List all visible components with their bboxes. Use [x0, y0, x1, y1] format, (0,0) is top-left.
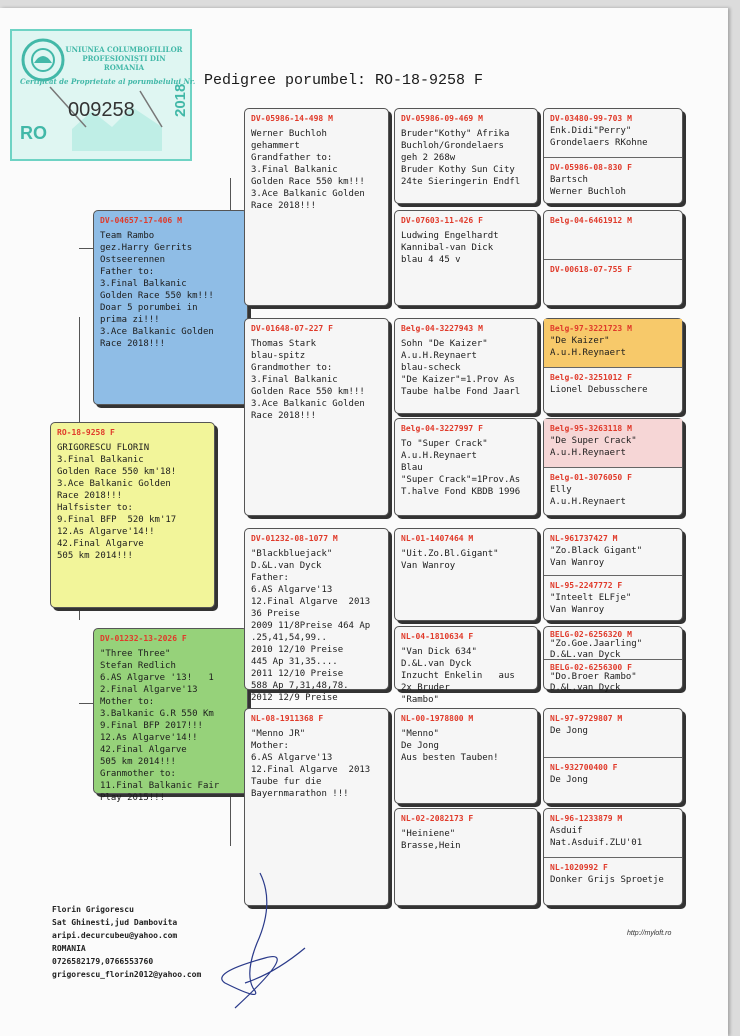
owner-name: Florin Grigorescu: [52, 905, 134, 914]
g3-text: "Menno" De Jong Aus besten Tauben!: [401, 729, 499, 763]
stamp-year: 2018: [172, 83, 189, 117]
g2-text: "Menno JR" Mother: 6.AS Algarve'13 12.Final Algarve 2013 Taube fur die Bayernmarathon !!!: [251, 729, 371, 799]
dam-ring: DV-01232-13-2026 F: [100, 634, 187, 643]
g4-sire: [544, 319, 682, 367]
grandsire-dam-card[interactable]: [244, 528, 389, 703]
g4-text: De Jong: [550, 775, 588, 785]
sire-ring: DV-04657-17-406 M: [100, 216, 182, 225]
g3-text: To "Super Crack" A.u.H.Reynaert Blau "Super Crack"=1Prov.As T.halve Fond KBDB 1996: [401, 439, 521, 497]
g4-text: Lionel Debusschere: [550, 385, 648, 395]
g3-ring: NL-01-1407464 M: [401, 534, 474, 543]
g2-text: Werner Buchloh gehammert Grandfather to: 3.Final Balkanic Golden Race 550 km!!! 3.Ace Balkanic Golden Race 2018!!!: [251, 129, 365, 211]
connector-line: [79, 248, 93, 249]
g4-pair-card[interactable]: [543, 626, 683, 693]
g2-text: "Blackbluejack" D.&L.van Dyck Father: 6.AS Algarve'13 12.Final Algarve 2013 36 Preise 2009 11/8Preise 464 Ap .25,41,54,99.. 2010 12/10 Preise 445 Ap 31,35.... 2011 12/10 Preise 588 Ap 7,31,48,78. 2012 12/9 Preise: [251, 549, 371, 703]
g3-card[interactable]: [394, 626, 538, 705]
g4-pair-card[interactable]: [543, 108, 683, 204]
g3-card[interactable]: [394, 418, 538, 516]
g4-dam: [544, 575, 682, 622]
g4-text: Asduif Nat.Asduif.ZLU'01: [550, 826, 643, 848]
signature-icon: [205, 863, 315, 1013]
g4-text: [544, 274, 682, 276]
owner-email-2[interactable]: grigorescu_florin2012@yahoo.com: [52, 970, 202, 979]
credit-link[interactable]: http://myloft.ro: [627, 930, 672, 937]
g4-ring: BELG-02-6256300 F: [550, 663, 632, 672]
connector-line: [79, 703, 93, 704]
g4-dam: [544, 259, 682, 307]
g4-text: Elly A.u.H.Reynaert: [550, 485, 626, 507]
g4-ring: Belg-97-3221723 M: [550, 324, 632, 333]
g4-ring: DV-03480-99-703 M: [550, 114, 632, 123]
g4-ring: DV-00618-07-755 F: [550, 265, 632, 274]
g4-text: "Zo.Black Gigant" Van Wanroy: [550, 546, 643, 568]
g4-ring: Belg-04-6461912 M: [550, 216, 632, 225]
g3-card[interactable]: [394, 808, 538, 906]
subject-text: GRIGORESCU FLORIN 3.Final Balkanic Golden Race 550 km'18! 3.Ace Balkanic Golden Race 2018!!! Halfsister to: 9.Final BFP 520 km'17 12.As Algarve'14!! 42.Final Algarve 505 km 2014!!!: [57, 443, 177, 561]
stamp-org-line1: UNIUNEA COLUMBOFILILOR: [65, 45, 183, 54]
g4-sire: [544, 809, 682, 857]
g3-text: Ludwing Engelhardt Kannibal-van Dick blau 4 45 v: [401, 231, 499, 265]
g4-text: [544, 225, 682, 227]
g3-ring: Belg-04-3227943 M: [401, 324, 483, 333]
g3-ring: NL-04-1810634 F: [401, 632, 474, 641]
g3-card[interactable]: [394, 528, 538, 621]
g4-sire: [544, 211, 682, 259]
g4-ring: NL-1020992 F: [550, 863, 608, 872]
stamp-country: RO: [20, 123, 47, 143]
g3-ring: DV-05986-09-469 M: [401, 114, 483, 123]
g3-ring: Belg-04-3227997 F: [401, 424, 483, 433]
g4-sire: [544, 627, 682, 659]
g4-dam: [544, 659, 682, 691]
subject-card[interactable]: [50, 422, 215, 608]
g2-ring: DV-05986-14-498 M: [251, 114, 333, 123]
g4-text: "De Super Crack" A.u.H.Reynaert: [550, 436, 637, 458]
pedigree-sheet: [0, 8, 728, 1036]
owner-contact: [52, 903, 201, 981]
g4-pair-card[interactable]: [543, 528, 683, 621]
g4-ring: NL-932700400 F: [550, 763, 618, 772]
sire-text: Team Rambo gez.Harry Gerrits Ostseerennen Father to: 3.Final Balkanic Golden Race 550 km!!! Doar 5 porumbei in prima zi!!! 3.Ace Balkanic Golden Race 2018!!!: [100, 231, 214, 349]
g3-ring: NL-02-2082173 F: [401, 814, 474, 823]
grandsire-sire-card[interactable]: [244, 108, 389, 306]
g2-ring: NL-08-1911368 F: [251, 714, 324, 723]
g3-card[interactable]: [394, 210, 538, 306]
g4-text: Enk.Didi"Perry" Grondelaers RKohne: [550, 126, 648, 148]
granddam-sire-card[interactable]: [244, 318, 389, 516]
g4-text: Bartsch Werner Buchloh: [550, 175, 626, 197]
g4-text: "Inteelt ELFje" Van Wanroy: [550, 593, 632, 615]
g4-text: Donker Grijs Sproetje: [550, 875, 664, 885]
g3-text: "Uit.Zo.Bl.Gigant" Van Wanroy: [401, 549, 499, 571]
g3-text: "Van Dick 634" D.&L.van Dyck Inzucht Enkelin aus 2x Bruder "Rambo": [401, 647, 515, 705]
g3-ring: DV-07603-11-426 F: [401, 216, 483, 225]
g4-text: "De Kaizer" A.u.H.Reynaert: [550, 336, 626, 358]
g4-dam: [544, 367, 682, 415]
dam-card[interactable]: [93, 628, 248, 803]
g2-text: Thomas Stark blau-spitz Grandmother to: 3.Final Balkanic Golden Race 550 km!!! 3.Ace Balkanic Golden Race 2018!!!: [251, 339, 365, 421]
g4-ring: NL-961737427 M: [550, 534, 618, 543]
g3-card[interactable]: [394, 708, 538, 804]
certificate-stamp: [10, 29, 196, 161]
g3-card[interactable]: [394, 318, 538, 414]
dam-text: "Three Three" Stefan Redlich 6.AS Algarve '13! 1 2.Final Algarve'13 Mother to: 3.Balkanic G.R 550 Km 9.Final BFP 2017!!! 12.As Algarve'14!! 42.Final Algarve 505 km 2014!!! Granmother to: 11.Final Balkanic Fair Play 2015!!!: [100, 649, 220, 803]
g2-ring: DV-01232-08-1077 M: [251, 534, 338, 543]
g4-ring: Belg-01-3076050 F: [550, 473, 632, 482]
g2-ring: DV-01648-07-227 F: [251, 324, 333, 333]
g3-text: "Heiniene" Brasse,Hein: [401, 829, 461, 851]
g4-pair-card[interactable]: [543, 210, 683, 306]
stamp-cert-text: Certificat de Proprietate al porumbelului Nr.: [20, 77, 196, 86]
owner-country: ROMANIA: [52, 944, 86, 953]
g3-card[interactable]: [394, 108, 538, 204]
g4-sire: [544, 419, 682, 467]
g4-ring: Belg-95-3263118 M: [550, 424, 632, 433]
g4-sire: [544, 709, 682, 757]
g3-text: Sohn "De Kaizer" A.u.H.Reynaert blau-scheck "De Kaizer"=1.Prov As Taube halbe Fond Jaarl: [401, 339, 521, 397]
g4-ring: DV-05986-08-830 F: [550, 163, 632, 172]
g4-sire: [544, 529, 682, 575]
subject-ring: RO-18-9258 F: [57, 428, 115, 437]
owner-email[interactable]: aripi.decurcubeu@yahoo.com: [52, 931, 178, 940]
g4-pair-card[interactable]: [543, 808, 683, 906]
g4-ring: NL-97-9729807 M: [550, 714, 623, 723]
g3-text: Bruder"Kothy" Afrika Buchloh/Grondelaers geh 2 268w Bruder Kothy Sun City 24te Sieringerin Endfl: [401, 129, 521, 187]
g4-dam: [544, 757, 682, 805]
g4-pair-card[interactable]: [543, 708, 683, 804]
g4-ring: NL-95-2247772 F: [550, 581, 623, 590]
stamp-org: [64, 45, 184, 72]
g4-ring: BELG-02-6256320 M: [550, 630, 632, 639]
g4-dam: [544, 157, 682, 205]
g4-text: "Do.Broer Rambo" D.&L.van Dyck: [550, 672, 637, 693]
g4-ring: NL-96-1233879 M: [550, 814, 623, 823]
page-title: Pedigree porumbel: RO-18-9258 F: [204, 72, 484, 89]
g4-text: De Jong: [550, 726, 588, 736]
stamp-org-line2: PROFESIONIȘTI DIN ROMANIA: [82, 54, 166, 72]
g3-ring: NL-00-1978800 M: [401, 714, 474, 723]
stamp-number: 009258: [68, 99, 135, 121]
owner-phones: 0726582179,0766553760: [52, 957, 154, 966]
g4-pair-card[interactable]: [543, 418, 683, 516]
g4-text: "Zo.Goe.Jaarling" D.&L.van Dyck: [550, 639, 643, 660]
g4-dam: [544, 467, 682, 517]
g4-pair-card[interactable]: [543, 318, 683, 414]
g4-ring: Belg-02-3251012 F: [550, 373, 632, 382]
sire-card[interactable]: [93, 210, 248, 405]
g4-sire: [544, 109, 682, 157]
owner-address: Sat Ghinesti,jud Dambovita: [52, 918, 178, 927]
g4-dam: [544, 857, 682, 907]
